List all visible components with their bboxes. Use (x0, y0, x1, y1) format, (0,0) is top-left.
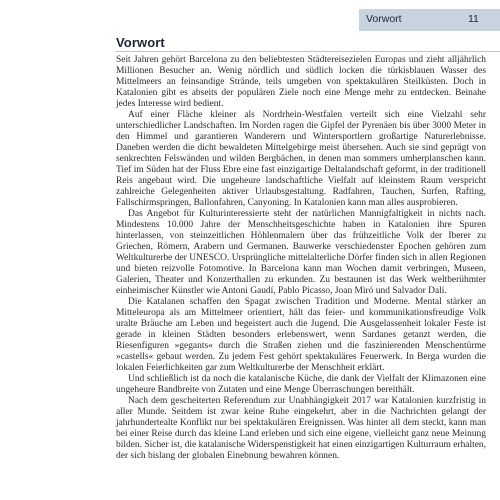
paragraph: Die Katalanen schaffen den Spagat zwischen Tradition und Moderne. Mental stärker an Mitteleuropa als am Mittelmeer orientiert, hält das feier- und kommunikationsfreudige Volk uralte Bräuche am Leben und begeistert auch die Jugend. Die Ausgelassenheit lokaler Feste ist gerade in kleinen Städten besonders erlebenswert, wenn Sardanes getanzt werden, die Riesenfiguren »gegants« durch die Straßen ziehen und die faszinierenden Menschentürme »castells« gebaut werden. Zu jedem Fest gehört spektakuläres Feuerwerk. In Berga wurden die lokalen Feierlichkeiten gar zum Weltkulturerbe der Menschheit erklärt. (116, 297, 486, 373)
chapter-title: Vorwort (116, 35, 165, 50)
running-head: Vorwort (366, 13, 402, 25)
paragraph: Seit Jahren gehört Barcelona zu den beliebtesten Städtereisezielen Europas und zieht alljährlich Millionen Besucher an. Wenig nördlich und südlich locken die türkisblauen Wasser des Mittelmeers an feinsandige Strände, teils umgeben von spektakulären Steilküsten. Doch in Katalonien gibt es abseits der populären Ziele noch eine Menge mehr zu entdecken. Beinahe jedes Interesse wird bedient. (116, 55, 486, 109)
paragraph: Nach dem gescheiterten Referendum zur Unabhängigkeit 2017 war Katalonien kurzfristig in aller Munde. Seitdem ist zwar keine Ruhe eingekehrt, aber in die Nachrichten gelangt der jahrhundertealte Konflikt nur bei spektakulären Ereignissen. Was hinter all dem steckt, kann man bei einer Reise durch das kleine Land erleben und sich eine eigene, vielleicht ganz neue Meinung bilden. Sicher ist, die katalanische Widerspenstigkeit hat einen einzigartigen Kulturraum erhalten, der sich bislang der globalen Einebnung bewahren können. (116, 396, 486, 461)
paragraph: Das Angebot für Kulturinteressierte steht der natürlichen Mannigfaltigkeit in nichts nach. Mindestens 10.000 Jahre der Menschheitsgeschichte haben in Katalonien ihre Spuren hinterlassen, von steinzeitlichen Höhlenmalern über das frühzeitliche Volk der Iberer zu Griechen, Römern, Arabern und Germanen. Bauwerke verschiedenster Epochen gehören zum Weltkulturerbe der UNESCO. Ursprüngliche mittelalterliche Dörfer finden sich in allen Regionen und bieten reizvolle Fotomotive. In Barcelona kann man Wochen damit verbringen, Museen, Galerien, Theater und Konzerthallen zu erkunden. Zu bestaunen ist das Werk weltberühmter einheimischer Künstler wie Antoni Gaudí, Pablo Picasso, Joan Miró und Salvador Dalí. (116, 209, 486, 296)
title-divider (116, 51, 500, 52)
paragraph: Und schließlich ist da noch die katalanische Küche, die dank der Vielfalt der Klimazonen eine ungeheure Bandbreite von Zutaten und eine Menge Überraschungen bereithält. (116, 374, 486, 395)
page-number: 11 (468, 13, 479, 25)
paragraph: Auf einer Fläche kleiner als Nordrhein-Westfalen verteilt sich eine Vielzahl sehr unterschiedlicher Landschaften. Im Norden ragen die Gipfel der Pyrenäen bis über 3000 Meter in den Himmel und garantieren Wanderern und Wintersportlern großartige Naturerlebnisse. Daneben werden die dicht bewaldeten Mittelgebirge meist übersehen. Auch sie sind geprägt von senkrechten Felswänden und wilden Bergbächen, in denen man sommers umherplanschen kann. Tief im Süden hat der Fluss Ebre eine fast einzigartige Deltalandschaft geformt, in der traditionell Reis angebaut wird. Die ungeheure landschaftliche Vielfalt auf kleinstem Raum verspricht zahlreiche Gelegenheiten aktiver Urlaubsgestaltung. Radfahren, Tauchen, Surfen, Rafting, Fallschirmspringen, Ballonfahren, Canyoning. In Katalonien kann man alles ausprobieren. (116, 110, 486, 208)
body-text (116, 55, 486, 462)
